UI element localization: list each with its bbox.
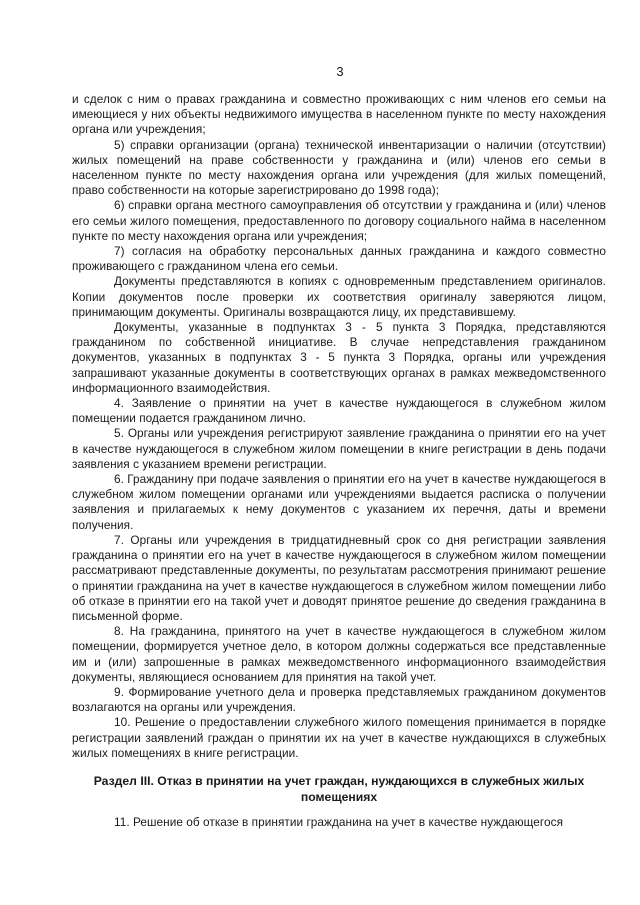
paragraph: 7. Органы или учреждения в тридцатидневный срок со дня регистрации заявления гражданина о принятии его на учет в качестве нуждающегося в служебном жилом помещении рассматривают представленные документы, по результатам рассмотрения принимают решение о принятии гражданина на учет в качестве нуждающегося в служебном жилом помещении либо об отказе в принятии его на такой учет и доводят принятое решение до сведения гражданина в письменной форме.: [72, 532, 606, 623]
page-number: 3: [336, 64, 344, 79]
paragraph: и сделок с ним о правах гражданина и совместно проживающих с ним членов его семьи на имеющиеся у них объекты недвижимого имущества в населенном пункте по месту нахождения органа или учреждения;: [72, 92, 606, 137]
paragraph: 7) согласия на обработку персональных данных гражданина и каждого совместно проживающего с гражданином члена его семьи.: [72, 244, 606, 274]
paragraph: 9. Формирование учетного дела и проверка представляемых гражданином документов возлагаются на органы или учреждения.: [72, 684, 606, 715]
paragraph: 5) справки организации (органа) технической инвентаризации о наличии (отсутствии) жилых помещений на праве собственности у гражданина и (или) членов его семьи в населенном пункте по месту нахождения органа или учреждения (для жилых помещений, право собственности на которые зарегистрировано до 1998 года);: [72, 137, 606, 198]
paragraph: 4. Заявление о принятии на учет в качестве нуждающегося в служебном жилом помещении подается гражданином лично.: [72, 396, 606, 426]
section-heading: Раздел III. Отказ в принятии на учет граждан, нуждающихся в служебных жилых помещениях: [93, 773, 585, 804]
document-body: [72, 92, 606, 830]
paragraphs-before-heading: [72, 92, 606, 761]
paragraph: 6) справки органа местного самоуправления об отсутствии у гражданина и (или) членов его семьи жилого помещения, предоставленного по договору социального найма в населенном пункте по месту нахождения органа или учреждения;: [72, 198, 606, 243]
paragraph: 5. Органы или учреждения регистрируют заявление гражданина о принятии его на учет в качестве нуждающегося в служебном жилом помещении в книге регистрации в день подачи заявления с указанием времени регистрации.: [72, 426, 606, 471]
paragraph: 6. Гражданину при подаче заявления о принятии его на учет в качестве нуждающегося в служебном жилом помещении органами или учреждениями выдается расписка о получении заявления и прилагаемых к нему документов с указанием их перечня, даты и времени получения.: [72, 472, 606, 532]
paragraph: Документы, указанные в подпунктах 3 - 5 пункта 3 Порядка, представляются гражданином по собственной инициативе. В случае непредставления гражданином документов, указанных в подпунктах 3 - 5 пункта 3 Порядка, органы или учреждения запрашивают указанные документы в соответствующих органах в рамках межведомственного информационного взаимодействия.: [72, 320, 606, 395]
paragraph: 10. Решение о предоставлении служебного жилого помещения принимается в порядке регистрации заявлений граждан о принятии их на учет в качестве нуждающихся в служебных жилых помещениях в книге регистрации.: [72, 715, 606, 760]
paragraphs-after-heading: [72, 815, 606, 830]
paragraph: 11. Решение об отказе в принятии гражданина на учет в качестве нуждающегося: [114, 814, 564, 829]
paragraph: 8. На гражданина, принятого на учет в качестве нуждающегося в служебном жилом помещении, формируется учетное дело, в котором должны содержаться все представленные им и (или) запрошенные в рамках межведомственного информационного взаимодействия документы, являющиеся основанием для принятия на такой учет.: [72, 624, 606, 684]
paragraph: Документы представляются в копиях с одновременным представлением оригиналов. Копии документов после проверки их соответствия оригиналу заверяются лицом, принимающим документы. Оригиналы возвращаются лицу, их представившему.: [72, 274, 606, 319]
